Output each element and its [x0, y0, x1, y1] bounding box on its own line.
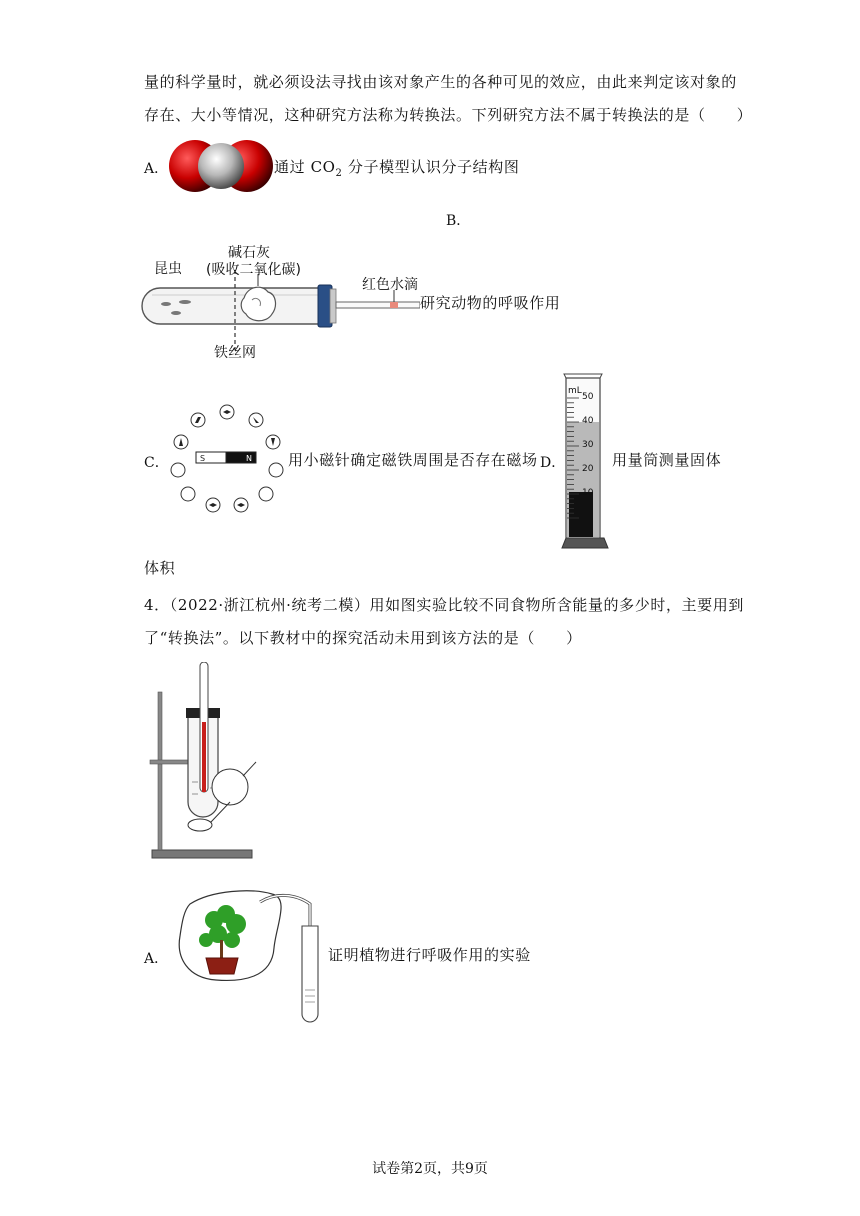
magnet-n-pole-label: N	[246, 454, 252, 463]
co2-molecule-model-image	[168, 138, 274, 194]
label-soda-lime: 碱石灰	[228, 245, 270, 261]
question4-line2: 了“转换法”。以下教材中的探究活动未用到该方法的是（ ）	[144, 629, 582, 647]
plant-respiration-apparatus-figure	[172, 886, 328, 1024]
cylinder-tick-label: 10	[582, 488, 594, 498]
option-b-text: 研究动物的呼吸作用	[420, 294, 561, 312]
cylinder-tick-label: 30	[582, 440, 594, 450]
q4-option-a-letter: A．	[144, 951, 169, 967]
option-c-text: 用小磁针确定磁铁周围是否存在磁场	[288, 451, 538, 469]
label-absorb-co2: (吸收二氧化碳)	[206, 262, 301, 278]
option-d-letter: D．	[540, 455, 566, 471]
q4-option-a-text: 证明植物进行呼吸作用的实验	[328, 946, 531, 964]
option-d-continuation: 体积	[144, 559, 176, 577]
cylinder-tick-label: 40	[582, 416, 594, 426]
label-wire-mesh: 铁丝网	[214, 345, 256, 361]
option-b-letter: B．	[446, 213, 471, 229]
option-d-text: 用量筒测量固体	[612, 451, 722, 469]
measuring-cylinder-figure	[560, 372, 610, 550]
cylinder-unit-label: mL	[568, 386, 582, 396]
animal-respiration-apparatus-figure	[140, 240, 420, 364]
option-c-letter: C．	[144, 455, 169, 471]
page-footer: 试卷第2页，共9页	[372, 1161, 488, 1177]
magnet-s-pole-label: S	[200, 454, 206, 463]
label-red-water-drop: 红色水滴	[362, 277, 418, 293]
question3-line2: 存在、大小等情况，这种研究方法称为转换法。下列研究方法不属于转换法的是（ ）	[144, 106, 753, 124]
carbon-atom	[198, 143, 244, 189]
label-insect: 昆虫	[154, 261, 182, 277]
food-energy-apparatus-figure	[148, 662, 258, 862]
question3-line1: 量的科学量时，就必须设法寻找由该对象产生的各种可见的效应，由此来判定该对象的	[144, 73, 737, 91]
question4-line1: 4．（2022·浙江杭州·统考二模）用如图实验比较不同食物所含能量的多少时，主要用到	[144, 596, 744, 614]
option-a-text: 通过 $CO_2$ 分子模型认识分子结构图	[274, 158, 520, 179]
cylinder-tick-label: 20	[582, 464, 594, 474]
compass-magnet-figure	[168, 402, 286, 514]
option-a-letter: A．	[144, 161, 169, 177]
cylinder-tick-label: 50	[582, 392, 594, 402]
